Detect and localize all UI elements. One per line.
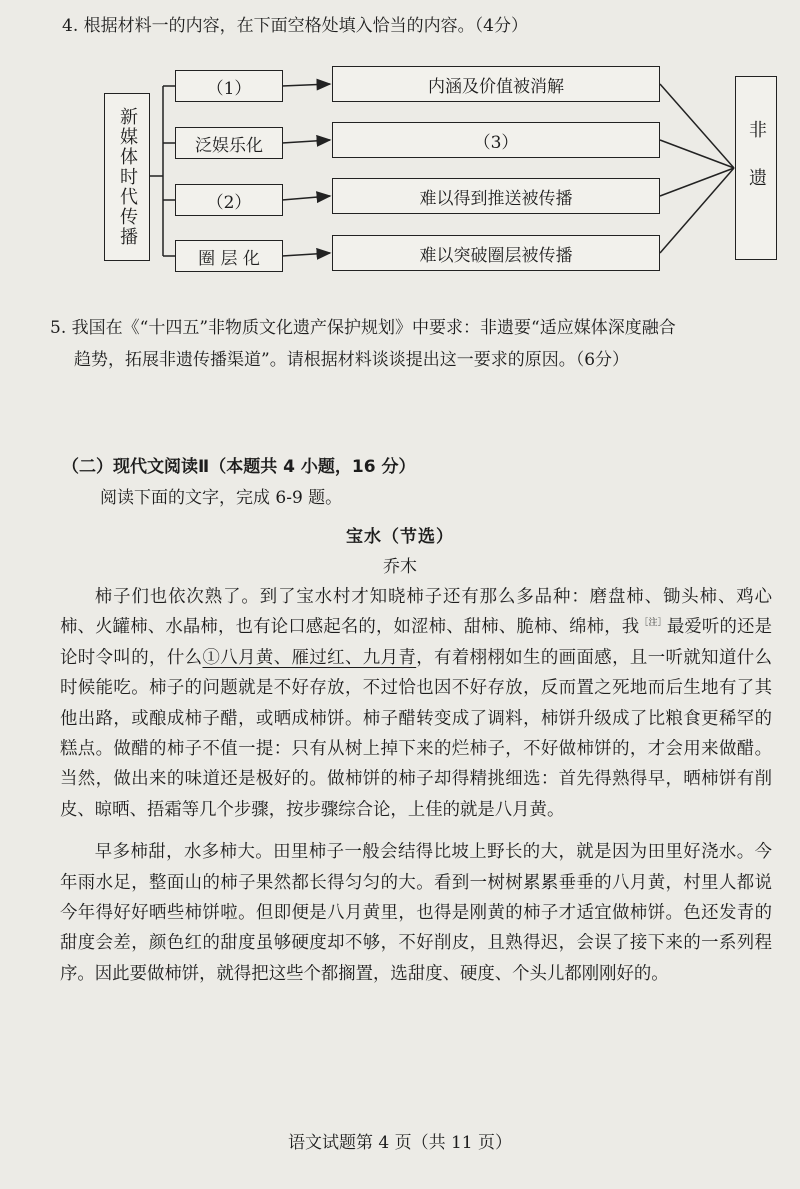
effect-box-4: 难以突破圈层被传播: [332, 235, 660, 271]
effect-box-1: 内涵及价值被消解: [332, 66, 660, 102]
diagram-left-box: 新媒体时代传播: [104, 93, 150, 261]
cause-box-1: （1）: [175, 70, 283, 102]
question-5: [50, 312, 770, 376]
footnote-marker: ［注］: [639, 618, 667, 629]
paragraph-2: 早多柿甜，水多柿大。田里柿子一般会结得比坡上野长的大，就是因为田里好浇水。今年雨水足，整面山的柿子果然都长得匀匀的大。看到一树树累累垂垂的八月黄，村里人都说今年得好好晒些柿饼啦。但即便是八月黄里，也得是刚黄的柿子才适宜做柿饼。色还发青的甜度会差，颜色红的甜度虽够硬度却不够，不好削皮，且熟得迟，会误了接下来的一系列程序。因此要做柿饼，就得把这些个都搁置，选甜度、硬度、个头儿都刚刚好的。: [60, 842, 772, 984]
question-4: 4. 根据材料一的内容，在下面空格处填入恰当的内容。（4分）: [62, 16, 528, 36]
effect-box-3: 难以得到推送被传播: [332, 178, 660, 214]
cause-box-2: 泛娱乐化: [175, 127, 283, 159]
diagram-right-box: 非遗: [735, 76, 777, 260]
converge-2: [660, 140, 734, 168]
article-body: [60, 582, 772, 1001]
cause-box-3: （2）: [175, 184, 283, 216]
article-title: 宝水（节选）: [346, 527, 454, 547]
effect-box-2: （3）: [332, 122, 660, 158]
section-instruction: 阅读下面的文字，完成 6-9 题。: [100, 488, 343, 508]
underlined-phrase-1: ①八月黄、雁过红、九月青: [202, 647, 417, 668]
arrow-2: [282, 140, 330, 143]
converge-3: [660, 168, 734, 196]
cause-box-4: 圈 层 化: [175, 240, 283, 272]
question-5-line-1: 5. 我国在《“十四五”非物质文化遗产保护规划》中要求：非遗要“适应媒体深度融合: [50, 318, 676, 338]
converge-1: [660, 84, 734, 168]
converge-4: [660, 168, 734, 253]
article-author: 乔木: [383, 557, 417, 577]
arrow-4: [282, 253, 330, 256]
arrow-3: [282, 196, 330, 200]
section-title: （二）现代文阅读Ⅱ（本题共 4 小题，16 分）: [62, 457, 416, 477]
arrow-1: [282, 84, 330, 86]
paragraph-1: 柿子们也依次熟了。到了宝水村才知晓柿子还有那么多品种：磨盘柿、锄头柿、鸡心柿、火罐柿、水晶柿，也有论口感起名的，如涩柿、甜柿、脆柿、绵柿，我$^{[注]}$最爱听的还是论时令叫的，什么①八月黄、雁过红、九月青，有着栩栩如生的画面感，且一听就知道什么时候能吃。柿子的问题就是不好存放，不过恰也因不好存放，反而置之死地而后生地有了其他出路，或酿成柿子醋，或晒成柿饼。柿子醋转变成了调料，柿饼升级成了比粮食更稀罕的糕点。做醋的柿子不值一提：只有从树上掉下来的烂柿子，不好做柿饼的，才会用来做醋。当然，做出来的味道还是极好的。做柿饼的柿子却得精挑细选：首先得熟得早，晒柿饼有削皮、晾晒、捂霜等几个步骤，按步骤综合论，上佳的就是八月黄。: [60, 587, 772, 820]
question-5-line-2: 趋势，拓展非遗传播渠道”。请根据材料谈谈提出这一要求的原因。（6分）: [74, 350, 630, 370]
page-footer: 语文试题第 4 页（共 11 页）: [287, 1133, 513, 1153]
